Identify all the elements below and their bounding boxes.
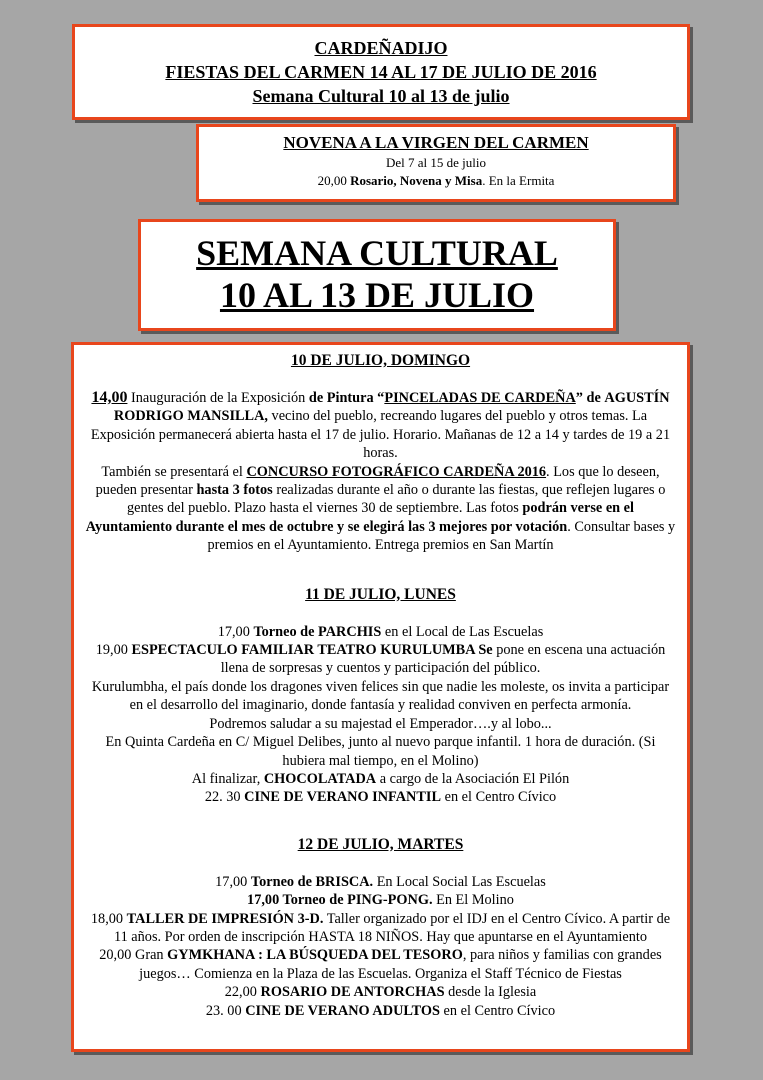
day12-l3c: Taller organizado por el IDJ en el Centro Cívico. A partir de 11 años. Por orden de inscripción HASTA 18 NIÑOS. Hay que apuntarse en el Ayuntamiento bbox=[113, 910, 671, 945]
day11-l6c: a cargo de la Asociación El Pilón bbox=[376, 770, 570, 787]
day11-l7c: en el Centro Cívico bbox=[441, 789, 557, 806]
semana-subtitle: Semana Cultural 10 al 13 de julio bbox=[252, 86, 510, 106]
day10-contest-name: CONCURSO FOTOGRÁFICO CARDEÑA 2016 bbox=[246, 463, 547, 480]
day12-l1c: En Local Social Las Escuelas bbox=[373, 873, 546, 890]
day10-text4b: hasta 3 fotos bbox=[196, 482, 273, 499]
day12-l1b: Torneo de BRISCA. bbox=[250, 873, 374, 890]
novena-box bbox=[196, 124, 676, 202]
day12-l5b: ROSARIO DE ANTORCHAS bbox=[260, 984, 445, 1001]
day10-text5b: podrán verse en el Ayuntamiento durante el mes de octubre y se elegirá las 3 mejores por votación bbox=[85, 500, 635, 535]
day12-l4a: 20,00 Gran bbox=[99, 947, 168, 964]
day12-l2a: 17,00 Torneo de PING-PONG. bbox=[247, 892, 433, 909]
day11-title: 11 DE JULIO, LUNES bbox=[305, 585, 456, 603]
novena-place: . En la Ermita bbox=[482, 173, 555, 188]
novena-dates: Del 7 al 15 de julio bbox=[385, 155, 486, 170]
day11-l6a: Al finalizar, bbox=[191, 770, 264, 787]
day12-l3a: 18,00 bbox=[90, 910, 127, 927]
day11-teatro bbox=[84, 641, 677, 678]
day12-pingpong bbox=[84, 891, 677, 909]
day10-exhibition bbox=[84, 389, 677, 463]
day11-location: En Quinta Cardeña en C/ Miguel Delibes, junto al nuevo parque infantil. 1 hora de duración. (Si hubiera mal tiempo, en el Molino) bbox=[105, 734, 656, 769]
fiestas-title: FIESTAS DEL CARMEN 14 AL 17 DE JULIO DE 2016 bbox=[165, 62, 597, 82]
day12-l4b: GYMKHANA : LA BÚSQUEDA DEL TESORO bbox=[167, 947, 463, 964]
day10-time: 14,00 bbox=[91, 389, 128, 406]
day12-l4c: , para niños y familias con grandes juegos… Comienza en la Plaza de las Escuelas. Organiza el Staff Técnico de Fiestas bbox=[139, 947, 662, 982]
day12-cine bbox=[84, 1002, 677, 1020]
day10-text1: Inauguración de la Exposición bbox=[127, 390, 309, 406]
day11-parchis bbox=[84, 623, 677, 641]
banner-line2: 10 AL 13 DE JULIO bbox=[219, 275, 535, 315]
banner-box bbox=[138, 219, 616, 331]
day11-l2c: pone en escena una actuación llena de sorpresas y cuentos y participación del público. bbox=[220, 642, 666, 677]
day11-l7a: 22. 30 bbox=[204, 789, 245, 806]
day10-text5: realizadas durante el año o durante las fiestas, que reflejen lugares o gentes del pueblo. Plazo hasta el viernes 30 de septiembre. Las fotos bbox=[126, 482, 666, 517]
day12-l5c: desde la Iglesia bbox=[444, 984, 537, 1001]
day10-text3: También se presentará el bbox=[101, 463, 247, 480]
day10-text6: . Consultar bases y premios en el Ayuntamiento. Entrega premios en San Martín bbox=[207, 518, 676, 554]
day12-title: 12 DE JULIO, MARTES bbox=[297, 835, 464, 853]
day11-emperador: Podremos saludar a su majestad el Emperador….y al lobo... bbox=[209, 715, 552, 732]
day12-l6c: en el Centro Cívico bbox=[439, 1002, 556, 1019]
day10-quote-open: “ bbox=[373, 390, 385, 406]
day11-chocolatada bbox=[84, 770, 677, 788]
day12-gymkhana bbox=[84, 946, 677, 983]
day11-l2b: ESPECTACULO FAMILIAR TEATRO KURULUMBA Se bbox=[131, 642, 493, 659]
day10-author: AGUSTÍN RODRIGO MANSILLA, bbox=[113, 390, 670, 425]
day12-brisca bbox=[84, 873, 677, 891]
day11-l7b: CINE DE VERANO INFANTIL bbox=[244, 789, 442, 806]
day12-l2c: En El Molino bbox=[432, 892, 514, 909]
day12-l1a: 17,00 bbox=[215, 873, 251, 890]
novena-acts: Rosario, Novena y Misa bbox=[350, 173, 483, 188]
day10-exhibition-name: PINCELADAS DE CARDEÑA bbox=[384, 390, 576, 406]
header-box bbox=[72, 24, 690, 120]
day12-rosario bbox=[84, 983, 677, 1001]
program-box bbox=[71, 342, 690, 1052]
day12-l6a: 23. 00 bbox=[205, 1002, 246, 1019]
day10-title: 10 DE JULIO, DOMINGO bbox=[290, 352, 471, 369]
novena-time: 20,00 bbox=[317, 173, 347, 188]
town-title: CARDEÑADIJO bbox=[314, 38, 448, 58]
day10-text2: vecino del pueblo, recreando lugares del pueblo y otros temas. La Exposición permanecerá abierta hasta el 17 de julio. Horario. Mañanas de 12 a 14 y tardes de 19 a 21 horas. bbox=[90, 408, 671, 462]
day10-text4: . Los que lo deseen, pueden presentar bbox=[95, 463, 660, 499]
day10-text1b: de Pintura bbox=[308, 390, 374, 406]
day12-taller bbox=[84, 910, 677, 947]
day11-l2a: 19,00 bbox=[95, 642, 132, 659]
day11-l1b: Torneo de PARCHIS bbox=[253, 623, 382, 640]
novena-title: NOVENA A LA VIRGEN DEL CARMEN bbox=[283, 133, 589, 152]
day10-contest bbox=[84, 463, 677, 555]
day11-kurulumbha: Kurulumbha, el país donde los dragones viven felices sin que nadie les moleste, os invita a participar en el desarrollo del imaginario, donde fantasía y realidad conviven en perfecta armonía. bbox=[91, 678, 670, 714]
day10-quote-close: ” de bbox=[575, 390, 601, 406]
banner-line1: SEMANA CULTURAL bbox=[196, 233, 558, 273]
day12-l6b: CINE DE VERANO ADULTOS bbox=[245, 1002, 440, 1019]
day11-cine bbox=[84, 788, 677, 806]
day11-l1a: 17,00 bbox=[217, 623, 254, 640]
day11-l6b: CHOCOLATADA bbox=[263, 770, 377, 787]
day11-l1c: en el Local de Las Escuelas bbox=[381, 623, 544, 640]
day12-l3b: TALLER DE IMPRESIÓN 3-D. bbox=[126, 910, 324, 927]
novena-schedule bbox=[199, 172, 673, 190]
day12-l5a: 22,00 bbox=[224, 984, 261, 1001]
